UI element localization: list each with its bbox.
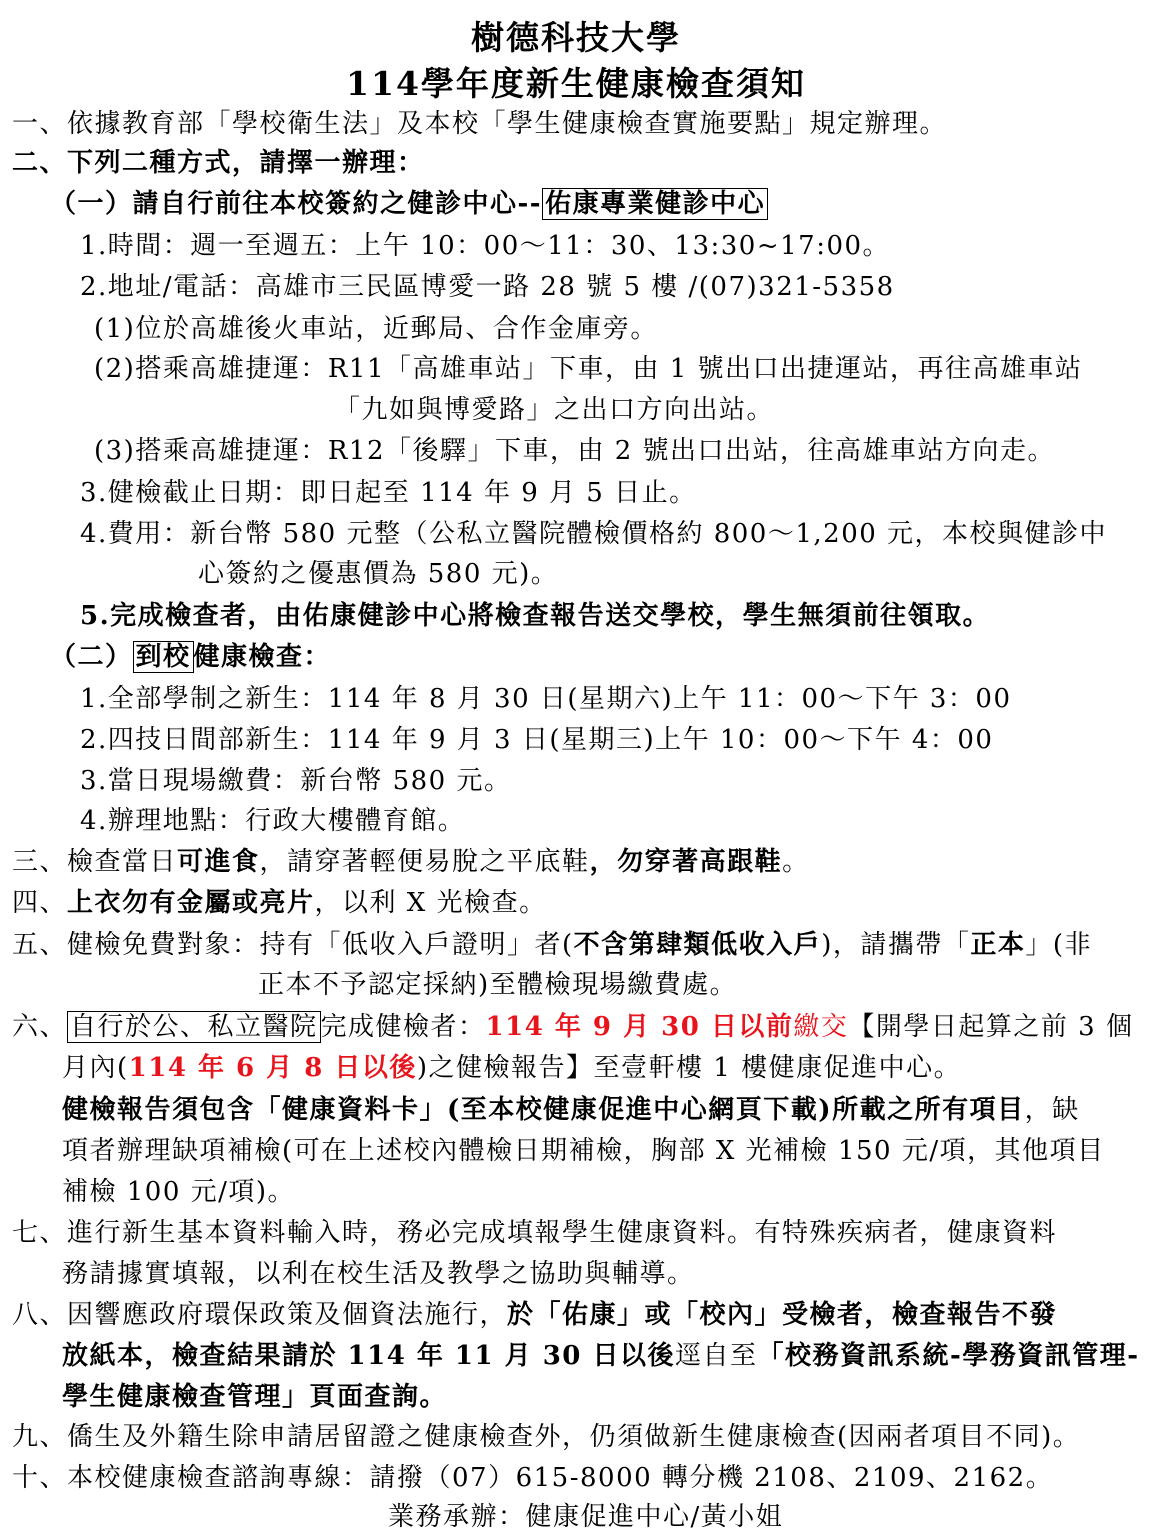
section-4	[12, 886, 547, 920]
section-text: 依據教育部「學校衛生法」及本校「學生健康檢查實施要點」規定辦理。	[67, 109, 948, 139]
emphasis: 放紙本，檢查結果請於 114 年 11 月 30 日以後	[62, 1341, 675, 1371]
option-2-fee: 3.當日現場繳費：新台幣 580 元。	[80, 766, 512, 796]
section-text: 健檢免費對象：持有「低收入戶證明」者(	[67, 930, 574, 960]
section-6	[12, 1010, 1133, 1044]
option-1-location: (1)位於高雄後火車站，近郵局、合作金庫旁。	[94, 314, 658, 344]
option-2-heading	[50, 640, 331, 674]
option-1-fee-cont: 心簽約之優惠價為 580 元)。	[198, 559, 559, 589]
section-2-heading: 二、下列二種方式，請擇一辦理：	[12, 148, 425, 178]
section-number: 十、	[12, 1463, 68, 1493]
option-1-mrt-r11-cont: 「九如與博愛路」之出口方向出站。	[334, 395, 775, 425]
submit-label: 繳交	[793, 1012, 849, 1042]
section-number: 七、	[12, 1218, 68, 1248]
report-valid-date: 114 年 6 月 8 日以後	[128, 1053, 417, 1083]
section-8-line-3: 學生健康檢查管理」頁面查詢。	[62, 1382, 448, 1412]
emphasis: 於「佑康」或「校內」受檢者，檢查報告不發	[507, 1300, 1058, 1330]
section-5	[12, 928, 1092, 962]
section-6-line-4: 項者辦理缺項補檢(可在上述校內體檢日期補檢，胸部 X 光補檢 150 元/項，其他項目	[62, 1136, 1105, 1166]
section-text: 」(非	[1025, 930, 1093, 960]
section-6-line-3	[62, 1093, 1080, 1127]
option-1-report-note: 5.完成檢查者，由佑康健診中心將檢查報告送交學校，學生無須前往領取。	[80, 601, 991, 631]
emphasis: 可進食	[177, 847, 260, 877]
section-number: 四、	[12, 888, 68, 918]
section-9	[12, 1420, 1080, 1454]
school-name: 樹德科技大學	[471, 18, 681, 57]
page-title: 114學年度新生健康檢查須知	[346, 64, 806, 103]
section-5-cont: 正本不予認定採納)至體檢現場繳費處。	[258, 970, 738, 1000]
section-text: ，以利 X 光檢查。	[314, 888, 547, 918]
contact-footer: 業務承辦：健康促進中心/黃小姐	[388, 1502, 784, 1532]
section-number: 九、	[12, 1422, 68, 1452]
option-1-fee: 4.費用：新台幣 580 元整（公私立醫院體檢價格約 800～1,200 元，本校與健診中	[80, 519, 1108, 549]
section-text: )之健檢報告】至壹軒樓 1 樓健康促進中心。	[416, 1053, 962, 1083]
option-1-address: 2.地址/電話：高雄市三民區博愛一路 28 號 5 樓 /(07)321-5358	[80, 272, 895, 302]
section-8	[12, 1298, 1057, 1332]
section-text: 完成健檢者：	[320, 1012, 486, 1042]
emphasis: 不含第肆類低收入戶	[573, 930, 822, 960]
section-1	[12, 107, 947, 141]
emphasis: 「校務資訊系統-學務資訊管理-	[757, 1341, 1140, 1371]
section-text: ，缺	[1024, 1095, 1080, 1125]
section-8-line-2	[62, 1339, 1140, 1373]
section-6-line-2	[62, 1051, 961, 1085]
option-2-suffix: 健康檢查：	[193, 642, 332, 672]
section-text: 檢查當日	[67, 847, 178, 877]
emphasis: 上衣勿有金屬或亮片	[67, 888, 315, 918]
self-hospital-label: 自行於公、私立醫院	[67, 1011, 321, 1043]
section-7	[12, 1216, 1057, 1250]
option-1-heading	[50, 187, 768, 221]
section-text: 因響應政府環保政策及個資法施行，	[67, 1300, 508, 1330]
section-6-line-5: 補檢 100 元/項)。	[62, 1177, 296, 1207]
option-1-mrt-r11: (2)搭乘高雄捷運：R11「高雄車站」下車，由 1 號出口出捷運站，再往高雄車站	[94, 354, 1083, 384]
emphasis: 健檢報告須包含「健康資料卡」(至本校健康促進中心網頁下載)所載之所有項目	[62, 1095, 1025, 1125]
section-text: 【開學日起算之前 3 個	[848, 1012, 1134, 1042]
section-number: 六、	[12, 1012, 68, 1042]
option-2-venue: 4.辦理地點：行政大樓體育館。	[80, 806, 466, 836]
deadline-date: 114 年 9 月 30 日以前	[485, 1012, 794, 1042]
section-3	[12, 845, 810, 879]
section-text: 進行新生基本資料輸入時，務必完成填報學生健康資料。有特殊疾病者，健康資料	[67, 1218, 1058, 1248]
option-1-deadline: 3.健檢截止日期：即日起至 114 年 9 月 5 日止。	[80, 478, 697, 508]
section-number: 三、	[12, 847, 68, 877]
section-7-cont: 務請據實填報，以利在校生活及教學之協助與輔導。	[62, 1259, 695, 1289]
on-campus-label: 到校	[133, 641, 194, 673]
section-text: 本校健康檢查諮詢專線：請撥（07）615-8000 轉分機 2108、2109、2162。	[67, 1463, 1054, 1493]
option-2-date-day: 2.四技日間部新生：114 年 9 月 3 日(星期三)上午 10：00～下午 4：00	[80, 725, 994, 755]
section-10	[12, 1461, 1053, 1495]
section-text: 月內(	[62, 1053, 129, 1083]
emphasis: 正本	[970, 930, 1026, 960]
health-center-name: 佑康專業健診中心	[542, 188, 768, 220]
section-number: 五、	[12, 930, 68, 960]
section-number: 一、	[12, 109, 68, 139]
option-1-hours: 1.時間：週一至週五：上午 10：00～11：30、13:30~17:00。	[80, 231, 891, 261]
section-text: ，請穿著輕便易脫之平底鞋	[259, 847, 590, 877]
section-text: )，請攜帶「	[821, 930, 971, 960]
option-2-prefix: （二）	[50, 642, 133, 672]
section-text: 逕自至	[674, 1341, 758, 1371]
emphasis: ，勿穿著高跟鞋	[589, 847, 783, 877]
option-1-mrt-r12: (3)搭乘高雄捷運：R12「後驛」下車，由 2 號出口出站，往高雄車站方向走。	[94, 436, 1056, 466]
option-2-date-all: 1.全部學制之新生：114 年 8 月 30 日(星期六)上午 11：00～下午 3：00	[80, 684, 1012, 714]
section-text: 僑生及外籍生除申請居留證之健康檢查外，仍須做新生健康檢查(因兩者項目不同)。	[67, 1422, 1081, 1452]
section-text: 。	[782, 847, 810, 877]
option-1-prefix: （一）請自行前往本校簽約之健診中心--	[50, 189, 543, 219]
section-number: 八、	[12, 1300, 68, 1330]
